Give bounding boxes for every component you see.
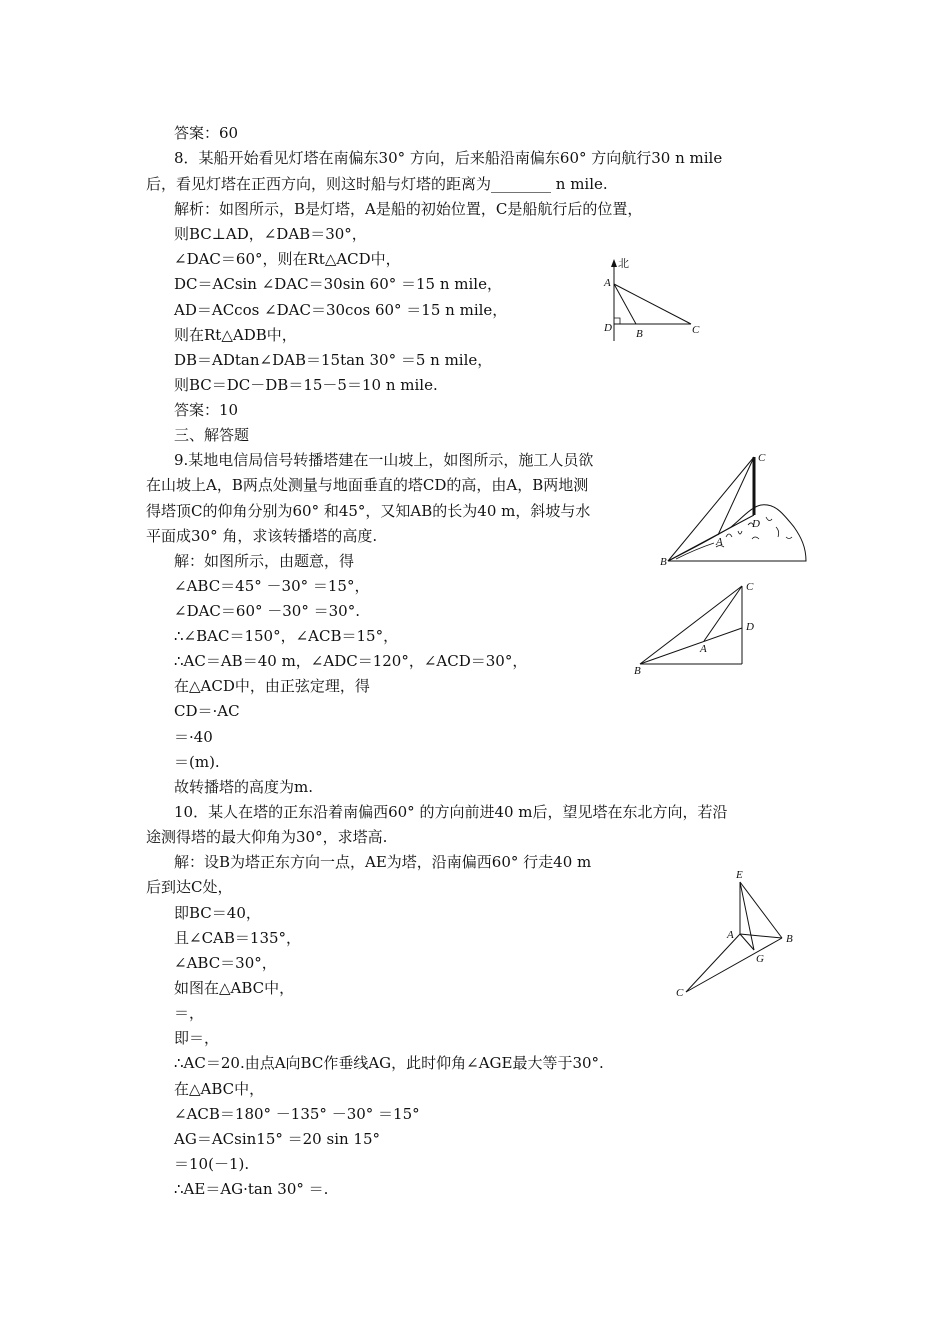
text-line: 9.某地电信局信号转播塔建在一山坡上，如图所示，施工人员欲 xyxy=(174,451,594,469)
text-line: 8．某船开始看见灯塔在南偏东30° 方向，后来船沿南偏东60° 方向航行30 n mile xyxy=(174,149,723,167)
figure-problem-9-diagram xyxy=(632,578,762,676)
text-line: 后到达C处， xyxy=(146,878,233,896)
point-label-b: B xyxy=(634,665,641,676)
text-line: AG＝ACsin15° ＝20 sin 15° xyxy=(174,1130,381,1148)
text-line: 则在Rt△ADB中， xyxy=(174,326,297,344)
text-line: 解：设B为塔正东方向一点，AE为塔，沿南偏西60° 行走40 m xyxy=(174,853,592,871)
text-line: 后，看见灯塔在正西方向，则这时船与灯塔的距离为________ n mile. xyxy=(146,175,608,193)
text-line: ＝， xyxy=(174,1004,205,1022)
text-line: 且∠CAB＝135°， xyxy=(174,929,302,947)
text-line: AD＝ACcos ∠DAC＝30cos 60° ＝15 n mile， xyxy=(174,301,508,319)
text-line: 答案：10 xyxy=(174,401,239,419)
text-line: ＝·40 xyxy=(174,728,213,746)
text-line: 解：如图所示，由题意，得 xyxy=(174,552,355,570)
text-line: 则BC＝DC－DB＝15－5＝10 n mile. xyxy=(174,376,438,394)
text-line: 在△ACD中，由正弦定理，得 xyxy=(174,677,370,695)
text-line: ∠ABC＝30°， xyxy=(174,954,277,972)
point-label-c: C xyxy=(746,581,754,593)
point-label-a: A xyxy=(700,643,707,655)
text-line: ∠DAC＝60° －30° ＝30°. xyxy=(174,602,360,620)
figure-problem-10 xyxy=(672,866,802,1001)
point-label-a: A xyxy=(604,277,611,289)
text-line: ∴∠BAC＝150°，∠ACB＝15°， xyxy=(174,627,399,645)
text-line: 在△ABC中， xyxy=(174,1080,265,1098)
section-heading: 三、解答题 xyxy=(174,426,250,444)
north-label: 北 xyxy=(618,258,629,270)
text-line: ∠DAC＝60°，则在Rt△ACD中， xyxy=(174,250,401,268)
text-line: 10．某人在塔的正东沿着南偏西60° 的方向前进40 m后，望见塔在东北方向，若沿 xyxy=(174,803,728,821)
point-label-a: A xyxy=(727,929,734,941)
text-line: 即＝， xyxy=(174,1029,220,1047)
text-line: ＝(m). xyxy=(174,753,220,771)
point-label-e: E xyxy=(736,869,743,881)
text-line: 则BC⊥AD，∠DAB＝30°， xyxy=(174,225,367,243)
point-label-d: D xyxy=(604,322,612,334)
text-line: 得塔顶C的仰角分别为60° 和45°，又知AB的长为40 m，斜坡与水 xyxy=(146,502,591,520)
figure-problem-8 xyxy=(596,253,706,343)
text-line: ∴AC＝20.由点A向BC作垂线AG，此时仰角∠AGE最大等于30°. xyxy=(174,1054,604,1072)
figure-problem-9-sketch xyxy=(656,447,816,572)
point-label-d: D xyxy=(746,621,754,633)
point-label-c: C xyxy=(692,324,700,336)
text-line: CD＝·AC xyxy=(174,702,240,720)
text-line: DB＝ADtan∠DAB＝15tan 30° ＝5 n mile， xyxy=(174,351,493,369)
point-label-b: B xyxy=(660,556,667,568)
text-line: 故转播塔的高度为m. xyxy=(174,778,313,796)
text-line: 即BC＝40， xyxy=(174,904,261,922)
text-line: ∴AC＝AB＝40 m，∠ADC＝120°，∠ACD＝30°， xyxy=(174,652,528,670)
point-label-c: C xyxy=(758,452,766,464)
text-line: ＝10(－1). xyxy=(174,1155,250,1173)
text-line: ∠ACB＝180° －135° －30° ＝15° xyxy=(174,1105,420,1123)
text-line: ∠ABC＝45° －30° ＝15°， xyxy=(174,577,370,595)
text-line: 解析：如图所示，B是灯塔，A是船的初始位置，C是船航行后的位置， xyxy=(174,200,643,218)
point-label-a: A xyxy=(716,536,723,548)
point-label-b: B xyxy=(786,933,793,945)
text-line: ∴AE＝AG·tan 30° ＝. xyxy=(174,1180,329,1198)
text-line: 平面成30° 角，求该转播塔的高度. xyxy=(146,527,378,545)
text-line: 答案：60 xyxy=(174,124,239,142)
text-line: 在山坡上A，B两点处测量与地面垂直的塔CD的高，由A，B两地测 xyxy=(146,476,589,494)
text-line: DC＝ACsin ∠DAC＝30sin 60° ＝15 n mile， xyxy=(174,275,502,293)
point-label-c: C xyxy=(676,987,684,999)
point-label-d: D xyxy=(752,518,760,530)
text-line: 途测得塔的最大仰角为30°，求塔高. xyxy=(146,828,388,846)
text-line: 如图在△ABC中， xyxy=(174,979,295,997)
point-label-b: B xyxy=(636,328,643,340)
point-label-g: G xyxy=(756,953,764,965)
